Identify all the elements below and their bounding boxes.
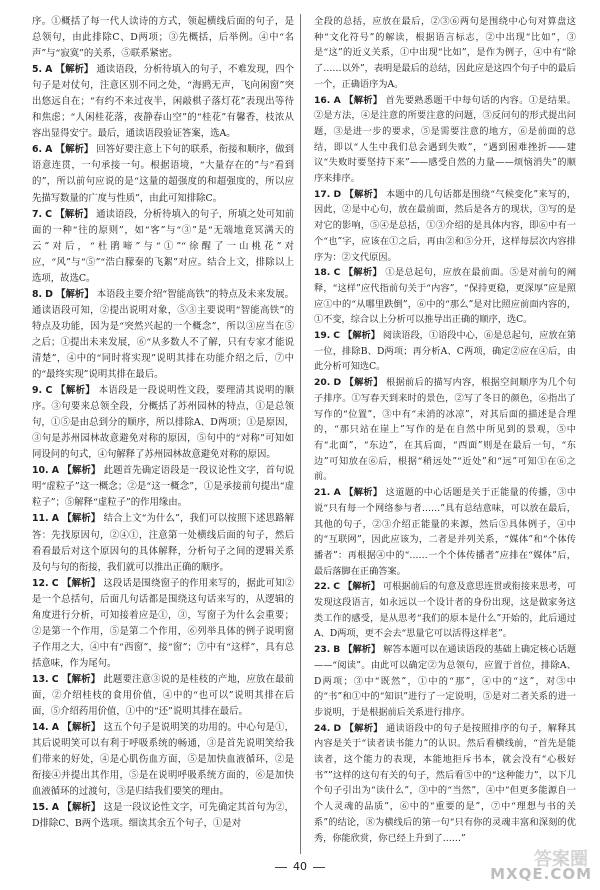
explanation-text: 这道题的中心话题是关于正能量的传播，③中说“只有每一个网络参与者……”具有总结意味，可以放在最后，其他的句子，②③介绍正能量的来源，然后⑤具体例子，④中的“互联网”，因此应该为，二者是并列关系，“媒体”和“个体传播者”：再根据④中的“……一个个体传播者”应排在“媒体”后，最后落脚在正确答案。 — [314, 487, 577, 577]
explanation-text: 根据前后的描写内容，根据空间顺序为几个句子排序。①写春天到来时的景色，②写了冬日的颜色，⑥指出了写作的“位置”，③中有“未消的冰凉”，对其后面的描述是合理的，“那只站在崖上”写作的是在自然中所见到的景观，⑤中有“北面”，“东边”，在其后面，“西面”则是在最后一句，“东边”可知放在⑥后，根据“稍远处”“近处”和“远”可知①在⑥之前。 — [314, 377, 576, 483]
explanation-text: 通读语段中的句子是按照排序的句子，解释其内容是关于“读者读书能力”的认识。然后看横线前，“首先是能读者，这个能力的表现，本能地拒斥书本，就会没有“心极好书””这样的这句有关的句子，然后看⑤中的“这种能力”，以下几个句子引出为“读什么”，③中的“当然”，④中“但更多能源自一个人灵魂的品质”，⑥中的“重要的是”，⑦中“理想与书的关系”的结论，⑧为横线后的第一句“只有你的灵魂丰富和深刻的优秀，你能欣赏，你已经上升到了……” — [314, 722, 576, 844]
answer-entry — [32, 207, 294, 287]
answer-entry — [314, 328, 576, 375]
answer-entry — [314, 93, 576, 187]
answer-tag: B 【解析】 — [333, 644, 381, 656]
answer-tag: D 【解析】 — [333, 722, 383, 734]
answer-entry — [32, 800, 294, 832]
explanation-text: 序。①概括了每一代人读诗的方式，领起横线后面的句子，是总领句，由此排除C、D两项；③先概括，后举例。④中“名声”与“寂寞”的关系，⑤联系紧密。 — [32, 16, 294, 60]
right-column — [314, 14, 576, 846]
answer-tag: A 【解析】 — [333, 94, 383, 106]
answer-tag: A 【解析】 — [51, 722, 101, 734]
explanation-text: 解答本题可以在通读语段的基础上确定核心话题——“阅读”。由此可以确定②为总领句，应置于首位，排除A、D两项；③中“既然”，①中的“那”，④中的“这”，对③中的“书”和①中的“知识”进行了一定说明，⑤是对二者关系的进一步说明，于是根据前后关系进行排序。 — [314, 644, 577, 718]
question-number: 23. — [314, 644, 331, 656]
question-number: 19. — [314, 330, 331, 342]
answer-entry — [32, 287, 294, 383]
answer-tag: C 【解析】 — [333, 581, 380, 593]
explanation-text: 通读语段，分析待填入的句子，所填之处可知前面的一种“往的原则”，如“客”与“③”是“无端地竟冥满天的云”对后，“杜鹃啼”与“①”“徐醒了一山桃花”对应，“风”与“⑤”“浩白朦秦的飞絮”对应。结合上文，排除以上选项，故选C。 — [32, 208, 295, 284]
explanation-text: 首先要熟悉题干中每句话的内容。①是结果。②是方法，④是注意的所要注意的问题，③反问句的形式提出问题，③是进一步的要求，⑤是需要注意的地方，⑥是前面的总结，即以“人生中我们总会遇到失败”，“遇到困难挫折——建议“失败时要坚持下来”——感受自然的力量——烦恼消失”的顺序来排序。 — [314, 94, 577, 185]
explanation-text: 全段的总括，应放在最后，②③⑥两句是围绕中心句对算盘这种“文化符号”的解读，根据语言标志，②中出现“比如”，③是“这”的近义关系，①中出现“比如”，是作为例子，④中有“除了……以外”，表明是最后的总结，因此应是这四个句子中的最后一个，正确语序为A。 — [314, 16, 576, 90]
answer-entry — [32, 576, 294, 672]
answer-tag: D 【解析】 — [333, 188, 383, 200]
explanation-text: 此题要注意③说的是桂枝的产地，应放在最前面，②介绍桂枝的食用价值，④中的“也可以”说明其排在后面，⑤介绍药用价值，①中的“还”说明其排在最后。 — [32, 673, 294, 718]
question-number: 7. — [32, 208, 43, 220]
answer-entry — [314, 579, 576, 642]
explanation-text: 本题中的几句话都是围绕“气候变化”来写的，因此，②是中心句，放在最前面，然后是各方的现状，③写的是对它的影响，⑤④是总括，①③介绍的是具体内容，即⑥中有一个“也”字，应该在①之后，再由②和⑤分开，这样每层次内容排序为：②文代原因。 — [314, 188, 576, 263]
explanation-text: 这是一段议论性文字，可先确定其首句为②，D排除C、B两个选项。细读其余五个句子，①是对 — [32, 802, 294, 830]
watermark-logo — [470, 845, 592, 885]
answer-entry — [314, 265, 576, 328]
answer-tag: C 【解析】 — [51, 577, 101, 589]
answer-entry — [32, 14, 294, 62]
question-number: 20. — [314, 377, 331, 389]
question-number: 8. — [32, 288, 43, 300]
answer-entry — [32, 463, 294, 511]
answer-tag: C 【解析】 — [51, 673, 101, 685]
question-number: 12. — [32, 577, 49, 589]
explanation-text: 通读语段，分析待填入的句子，不难发现，四个句子是对仗句，注意区别不同之处，“海鸥无声，飞向闲窗”突出悠远自在；“有约不来过夜半，闲敲棋子落灯花”表现出等待和焦虑；“人闲桂花落，夜静春山空”的“桂花”有馨香，枝浓从容出显得安宁。最后，通读语段验证答案，选A。 — [32, 64, 295, 140]
question-number: 14. — [32, 722, 49, 734]
explanation-text: ①是总起句，应放在最前面。⑤是对前句的阐释，“这样”应代指前句关于“内容”，“保持更稳，更深厚”应是照应①中的“从哪里跌倒”，⑥中的“那么”是对比照应前面内容的，①不变，综合以上分析可以推导出正确的顺序，选C。 — [314, 267, 577, 326]
question-number: 16. — [314, 94, 331, 106]
answer-tag: A 【解析】 — [51, 802, 101, 814]
watermark-seal: 答案圈 — [534, 849, 588, 870]
answer-tag: C 【解析】 — [333, 267, 383, 279]
answer-tag: A 【解析】 — [45, 64, 94, 76]
question-number: 24. — [314, 722, 331, 734]
explanation-text: 本语段是一段说明性文段，要理清其说明的顺序。③句要来总领全段，分概括了苏州园林的特点，①是总领句，①⑤是由总到分的顺序，所以排除A、D两项；①是原因，③句是苏州园林故意避免对称的原因，⑤句中的“对称”可知如同设问的句式，④句解释了苏州园林故意避免对称的原因。 — [32, 385, 294, 461]
answer-entry — [32, 62, 294, 142]
answer-entry — [32, 672, 294, 720]
answer-tag: A 【解析】 — [45, 144, 94, 156]
question-number: 13. — [32, 673, 49, 685]
question-number: 18. — [314, 267, 331, 279]
answer-tag: D 【解析】 — [333, 377, 383, 389]
question-number: 22. — [314, 581, 331, 593]
question-number: 6. — [32, 144, 43, 156]
answer-tag: A 【解析】 — [51, 465, 101, 477]
answer-tag: A 【解析】 — [333, 487, 383, 499]
answer-entry — [32, 720, 294, 800]
answer-entry — [314, 721, 576, 847]
explanation-text: 这段话是围绕窗子的作用来写的，据此可知②是一个总括句，后面几句话都是围绕这句话来写的，从逻辑的角度进行分析，可知接着应是①，③，写窗子为什么会重要；②是第一个作用，⑤是第二个作用，⑥列举具体的例子说明窗子作用之大，④中有“西窗”，接“窗”；⑦中有“这样”，具有总括意味，作为尾句。 — [32, 577, 294, 669]
question-number: 21. — [314, 487, 331, 499]
explanation-text: 结合上文“为什么”，我们可以按照下述思路解答：先找原因句，②④①，注意第一处横线后面的句子，然后看看最后对这个原因句的具体解释，分析句子之间的逻辑关系及句与句的衔接，我们就可以推出正确的顺序。 — [32, 513, 294, 573]
answer-tag: D 【解析】 — [45, 288, 94, 300]
answer-entry — [314, 485, 576, 579]
explanation-text: 此题首先确定语段是一段议论性文字，首句说明“虚粒子”这一概念；②是“这一概念”，①是承接前句提出“虚粒子”；⑤解释“虚粒子”的作用缘由。 — [32, 465, 294, 509]
left-column — [32, 14, 294, 832]
answer-entry — [314, 375, 576, 485]
explanation-text: 阅读语段，①语段中心，⑥是总起句，应放在第一位，排除B、D两项；再分析A、C两项，确定②应在④后，由此分析可知选C。 — [314, 330, 577, 373]
question-number: 15. — [32, 802, 49, 814]
answer-tag: C 【解析】 — [45, 385, 96, 397]
answer-entry — [32, 142, 294, 206]
answer-entry — [32, 383, 294, 463]
answer-entry — [32, 511, 294, 575]
answer-entry — [314, 642, 576, 721]
explanation-text: 本语段主要介绍“智能高铁”的特点及未来发展。通读语段可知，②提出说明对象，⑤③主要说明“智能高铁”的特点及功能，因为是“突然兴起的一个概念”，所以③应当在⑤之后；①提出未来发展，⑥“从多数人不了解，只有专家才能说清楚”，④中的“同时将实现”说明其排在功能介绍之后，⑦中的“最终实现”说明其排在最后。 — [32, 288, 295, 381]
explanation-text: 这五个句子是说明笑的功用的。中心句是①，其后说明笑可以有利于呼吸系统的畅通，③是首先说明笑给我们带来的好处，④是心肌伤血方面，⑤是加快血液循环，②是衔接④并提出其作用，⑤是在说明呼吸系统方面的，⑥是加快血液循环的过渡句，③是归结我们要笑的理由。 — [32, 722, 294, 798]
question-number: 11. — [32, 513, 49, 525]
answer-entry — [314, 187, 576, 266]
question-number: 9. — [32, 385, 43, 397]
watermark-text: MXQE.COM — [490, 865, 592, 883]
explanation-text: 可根据前后的句意及意思连贯或衔接来思考，可发现这段语言，如永远以一个设计者的身份出现，这是做家务这类工作的感受，是从思考“我们的原本是什么”开始的，此后通过A、D两项，更不会去“思量它可以活得这样老”。 — [314, 581, 577, 640]
question-number: 17. — [314, 188, 331, 200]
column-divider — [300, 14, 301, 854]
answer-tag: C 【解析】 — [333, 330, 380, 342]
answer-tag: C 【解析】 — [45, 208, 94, 220]
explanation-text: 回答好要注意上下句的联系，衔接和顺序，做到语意连贯，一句承接一句。根据语境，“大量存在的”与“看到的”，所以前句应说的是“这量的超强度的和超强度的，所以应先描写数量的广度与性质”，由此可知排除C。 — [32, 144, 295, 204]
answer-tag: A 【解析】 — [51, 513, 101, 525]
answer-entry — [314, 14, 576, 93]
page-number: 40 — [0, 860, 600, 873]
question-number: 5. — [32, 64, 43, 76]
question-number: 10. — [32, 465, 49, 477]
